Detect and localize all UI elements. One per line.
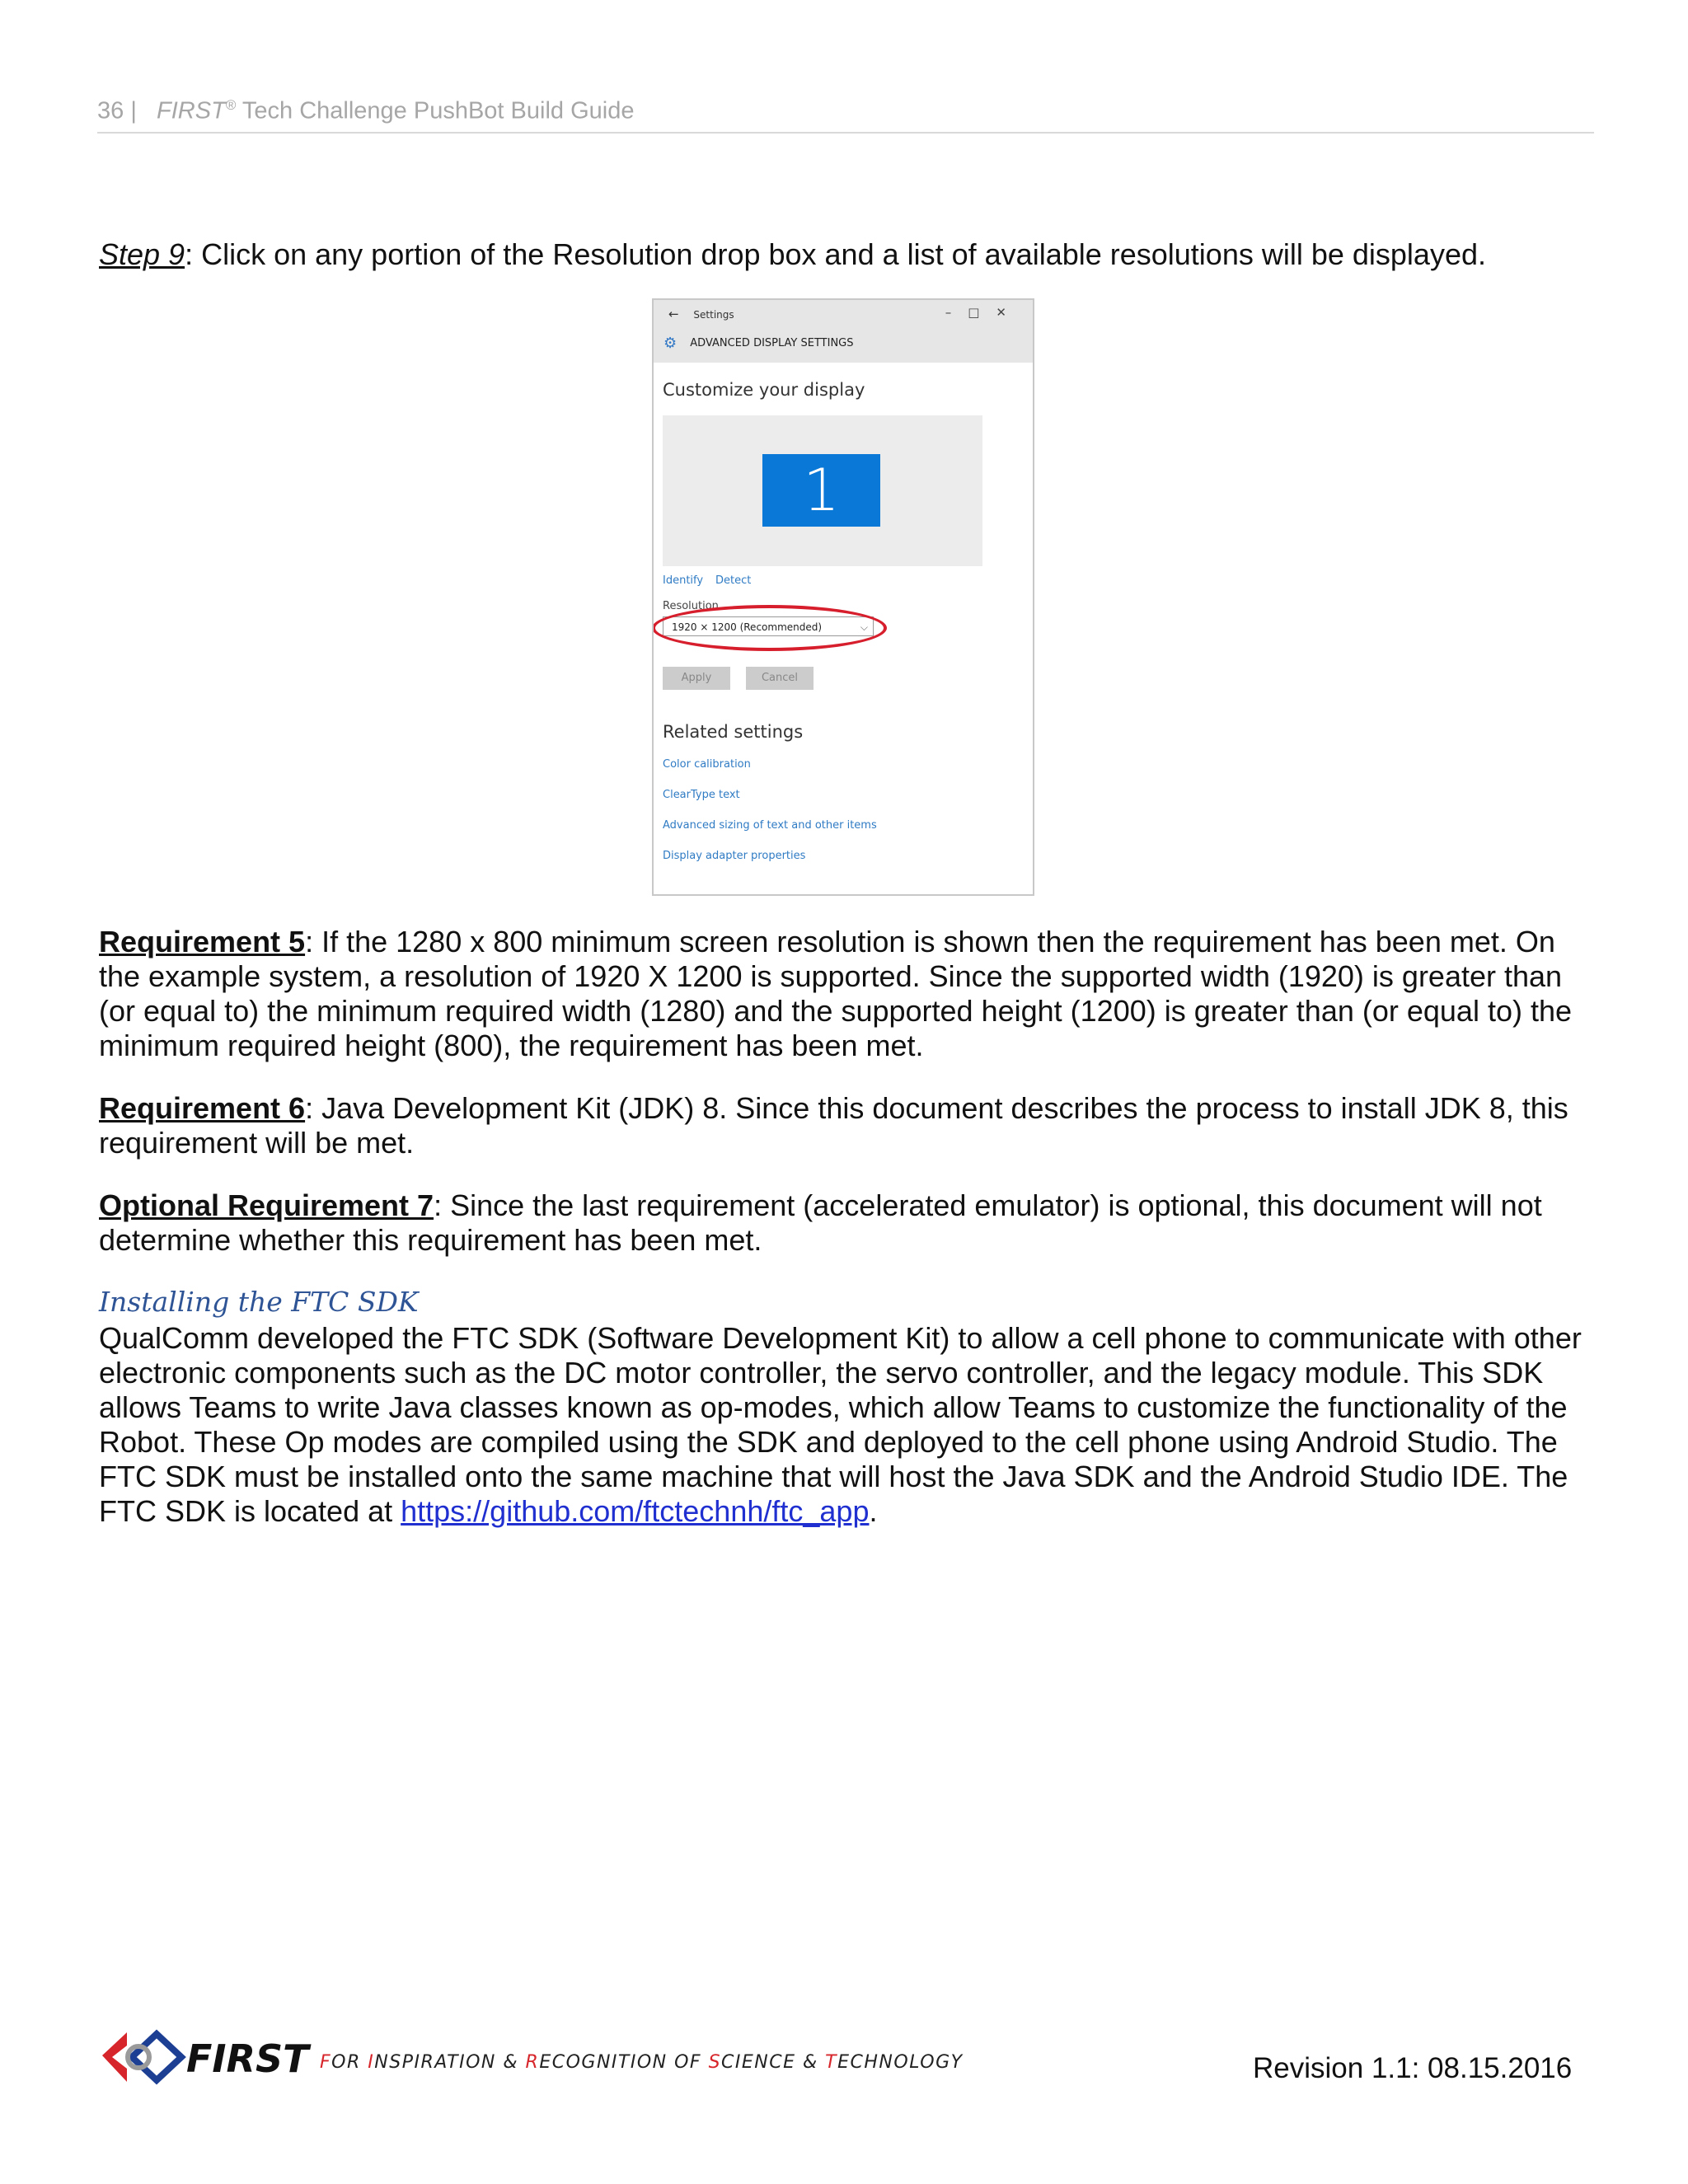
requirement-5-text: : If the 1280 x 800 minimum screen resolution is shown then the requirement has been met. On the example system, a resolution of 1920 X 1200 is supported. Since the supported width (1920) is greater than (or equal to) the minimum required width (1280) and the supported height (1200) is greater than (or equal to) the minimum required height (800), the requirement has been met.: [99, 925, 1573, 1062]
highlight-oval: [652, 605, 887, 651]
requirement-6-text: : Java Development Kit (JDK) 8. Since this document describes the process to install JDK 8, this requirement will be met.: [99, 1091, 1568, 1160]
tagline-segment: OR: [331, 2052, 368, 2073]
apply-button[interactable]: Apply: [663, 667, 730, 690]
requirement-7-paragraph: [99, 1188, 1594, 1258]
gear-icon: ⚙: [663, 335, 678, 352]
tagline-segment: F: [320, 2052, 332, 2073]
requirement-5-label: Requirement 5: [99, 925, 306, 958]
ftc-app-link[interactable]: https://github.com/ftctechnh/ftc_app: [401, 1494, 870, 1528]
app-title: Settings: [693, 309, 734, 321]
sdk-paragraph: [99, 1321, 1594, 1529]
tagline-segment: R: [525, 2052, 540, 2073]
step-9-label: Step 9: [99, 237, 185, 271]
page-header: [97, 97, 1594, 134]
tagline-segment: T: [825, 2052, 838, 2073]
first-logo-icon: [99, 2027, 313, 2087]
tagline-segment: S: [708, 2052, 722, 2073]
tagline: [320, 2052, 964, 2073]
requirement-7-text: : Since the last requirement (accelerated emulator) is optional, this document will not determine whether this requirement has been met.: [99, 1188, 1542, 1257]
window-controls-icon[interactable]: –□✕: [945, 305, 1023, 320]
display-adapter-link[interactable]: Display adapter properties: [663, 850, 806, 862]
advanced-sizing-link[interactable]: Advanced sizing of text and other items: [663, 819, 877, 832]
tagline-segment: ECOGNITION OF: [539, 2052, 709, 2073]
display-preview: [663, 415, 982, 566]
identify-link[interactable]: Identify: [663, 574, 704, 587]
customize-heading: Customize your display: [663, 380, 865, 400]
monitor-tile[interactable]: 1: [762, 454, 880, 527]
section-heading: Installing the FTC SDK: [99, 1286, 419, 1318]
tagline-segment: CIENCE &: [721, 2052, 826, 2073]
page-title: ADVANCED DISPLAY SETTINGS: [690, 337, 854, 349]
sdk-text-end: .: [869, 1494, 878, 1528]
window-titlebar: [654, 300, 1033, 363]
header-title: Tech Challenge PushBot Build Guide: [236, 97, 635, 124]
requirement-7-label: Optional Requirement 7: [99, 1188, 434, 1222]
color-calibration-link[interactable]: Color calibration: [663, 758, 751, 771]
back-arrow-icon[interactable]: ←: [668, 307, 679, 321]
tagline-segment: NSPIRATION &: [374, 2052, 526, 2073]
first-logo: [99, 2027, 313, 2091]
requirement-5-paragraph: [99, 925, 1594, 1063]
registered-mark: ®: [225, 97, 237, 113]
resolution-value: 1920 × 1200 (Recommended): [672, 621, 823, 633]
resolution-label: Resolution: [663, 600, 719, 612]
tagline-segment: I: [368, 2052, 375, 2073]
detect-link[interactable]: Detect: [715, 574, 752, 587]
revision-label: Revision 1.1: 08.15.2016: [1253, 2052, 1573, 2084]
cleartype-link[interactable]: ClearType text: [663, 789, 740, 801]
sdk-text: QualComm developed the FTC SDK (Software Development Kit) to allow a cell phone to communicate with other electronic components such as the DC motor controller, the servo controller, and the legacy module. This SDK allows Teams to write Java classes known as op-modes, which allow Teams to customize the functionality of the Robot. These Op modes are compiled using the SDK and deployed to the cell phone using Android Studio. The FTC SDK must be installed onto the same machine that will host the Java SDK and the Android Studio IDE. The FTC SDK is located at: [99, 1321, 1582, 1528]
logo-text: FIRST: [186, 2036, 309, 2081]
requirement-6-label: Requirement 6: [99, 1091, 306, 1125]
step-9-text: : Click on any portion of the Resolution drop box and a list of available resolutions will be displayed.: [185, 237, 1486, 271]
chevron-down-icon: ⌵: [860, 621, 868, 633]
page-number: 36 |: [97, 97, 137, 124]
step-9-paragraph: [99, 237, 1594, 272]
settings-window-screenshot: [652, 298, 1034, 896]
header-first: FIRST: [157, 97, 226, 124]
requirement-6-paragraph: [99, 1091, 1594, 1160]
cancel-button[interactable]: Cancel: [746, 667, 814, 690]
tagline-segment: ECHNOLOGY: [837, 2052, 964, 2073]
related-settings-heading: Related settings: [663, 722, 804, 742]
